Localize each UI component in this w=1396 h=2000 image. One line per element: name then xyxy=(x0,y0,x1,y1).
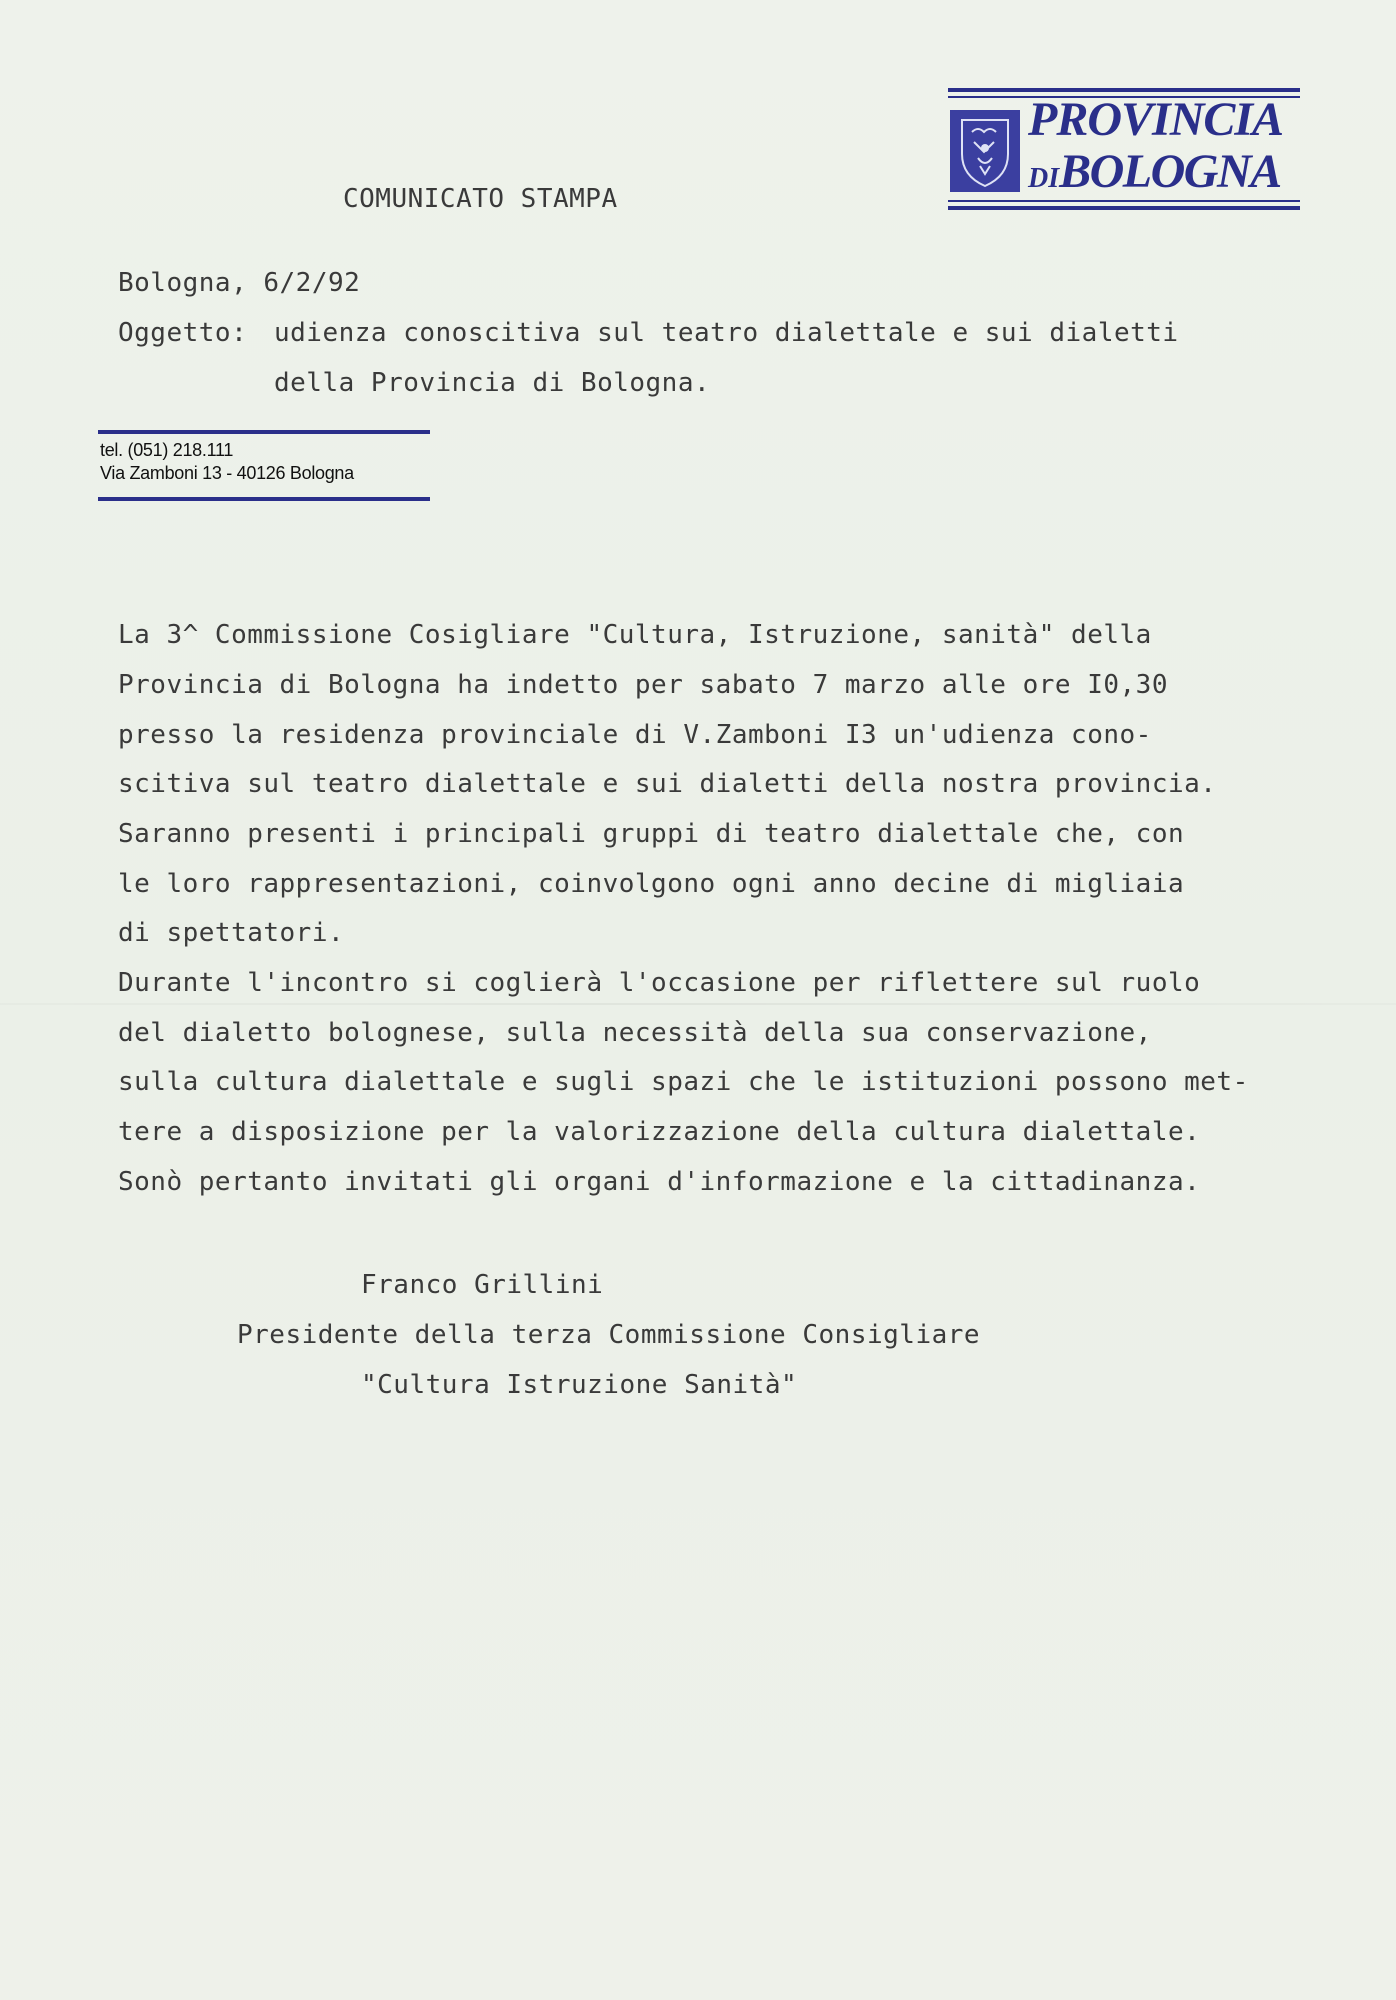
subject-label: Oggetto: xyxy=(118,318,248,348)
contact-bottom-rule xyxy=(98,497,430,501)
body-line: Durante l'incontro si coglierà l'occasione per riflettere sul ruolo xyxy=(118,968,1201,998)
body-line: scitiva sul teatro dialettale e sui dialetti della nostra provincia. xyxy=(118,769,1217,799)
signature-role: Presidente della terza Commissione Consigliare xyxy=(237,1320,981,1350)
paper-fold xyxy=(0,1003,1396,1005)
contact-phone: tel. (051) 218.111 xyxy=(100,440,234,460)
body-line: sulla cultura dialettale e sugli spazi che le istituzioni possono met- xyxy=(118,1067,1249,1097)
date-line: Bologna, 6/2/92 xyxy=(118,268,361,298)
logo-word-bologna-wrap xyxy=(1028,145,1281,198)
provincia-logo xyxy=(948,88,1300,216)
body-line: di spettatori. xyxy=(118,918,345,948)
body-line: La 3^ Commissione Cosigliare "Cultura, Istruzione, sanità" della xyxy=(118,620,1152,650)
signature-commission: "Cultura Istruzione Sanità" xyxy=(361,1370,798,1400)
logo-word-bologna: BOLOGNA xyxy=(1059,145,1281,198)
logo-word-di: DI xyxy=(1028,163,1060,194)
signature-name: Franco Grillini xyxy=(361,1270,604,1300)
logo-bottom-rule-thin xyxy=(948,200,1300,202)
body-line: Sonò pertanto invitati gli organi d'informazione e la cittadinanza. xyxy=(118,1167,1201,1197)
document-title: COMUNICATO STAMPA xyxy=(343,184,618,214)
subject-line-2: della Provincia di Bologna. xyxy=(274,368,711,398)
contact-address: Via Zamboni 13 - 40126 Bologna xyxy=(100,463,354,483)
body-line: tere a disposizione per la valorizzazione della cultura dialettale. xyxy=(118,1117,1201,1147)
body-line: Saranno presenti i principali gruppi di teatro dialettale che, con xyxy=(118,819,1185,849)
logo-bottom-rule xyxy=(948,206,1300,210)
body-line: le loro rappresentazioni, coinvolgono ogni anno decine di migliaia xyxy=(118,869,1185,899)
body-line: Provincia di Bologna ha indetto per sabato 7 marzo alle ore I0,30 xyxy=(118,670,1168,700)
body-line: presso la residenza provinciale di V.Zamboni I3 un'udienza cono- xyxy=(118,720,1152,750)
crest-icon xyxy=(950,110,1020,192)
logo-word-provincia: PROVINCIA xyxy=(1028,93,1284,146)
subject-line-1: udienza conoscitiva sul teatro dialettale e sui dialetti xyxy=(274,318,1179,348)
logo-top-rule xyxy=(948,88,1300,92)
contact-top-rule xyxy=(98,430,430,434)
body-line: del dialetto bolognese, sulla necessità della sua conservazione, xyxy=(118,1018,1152,1048)
